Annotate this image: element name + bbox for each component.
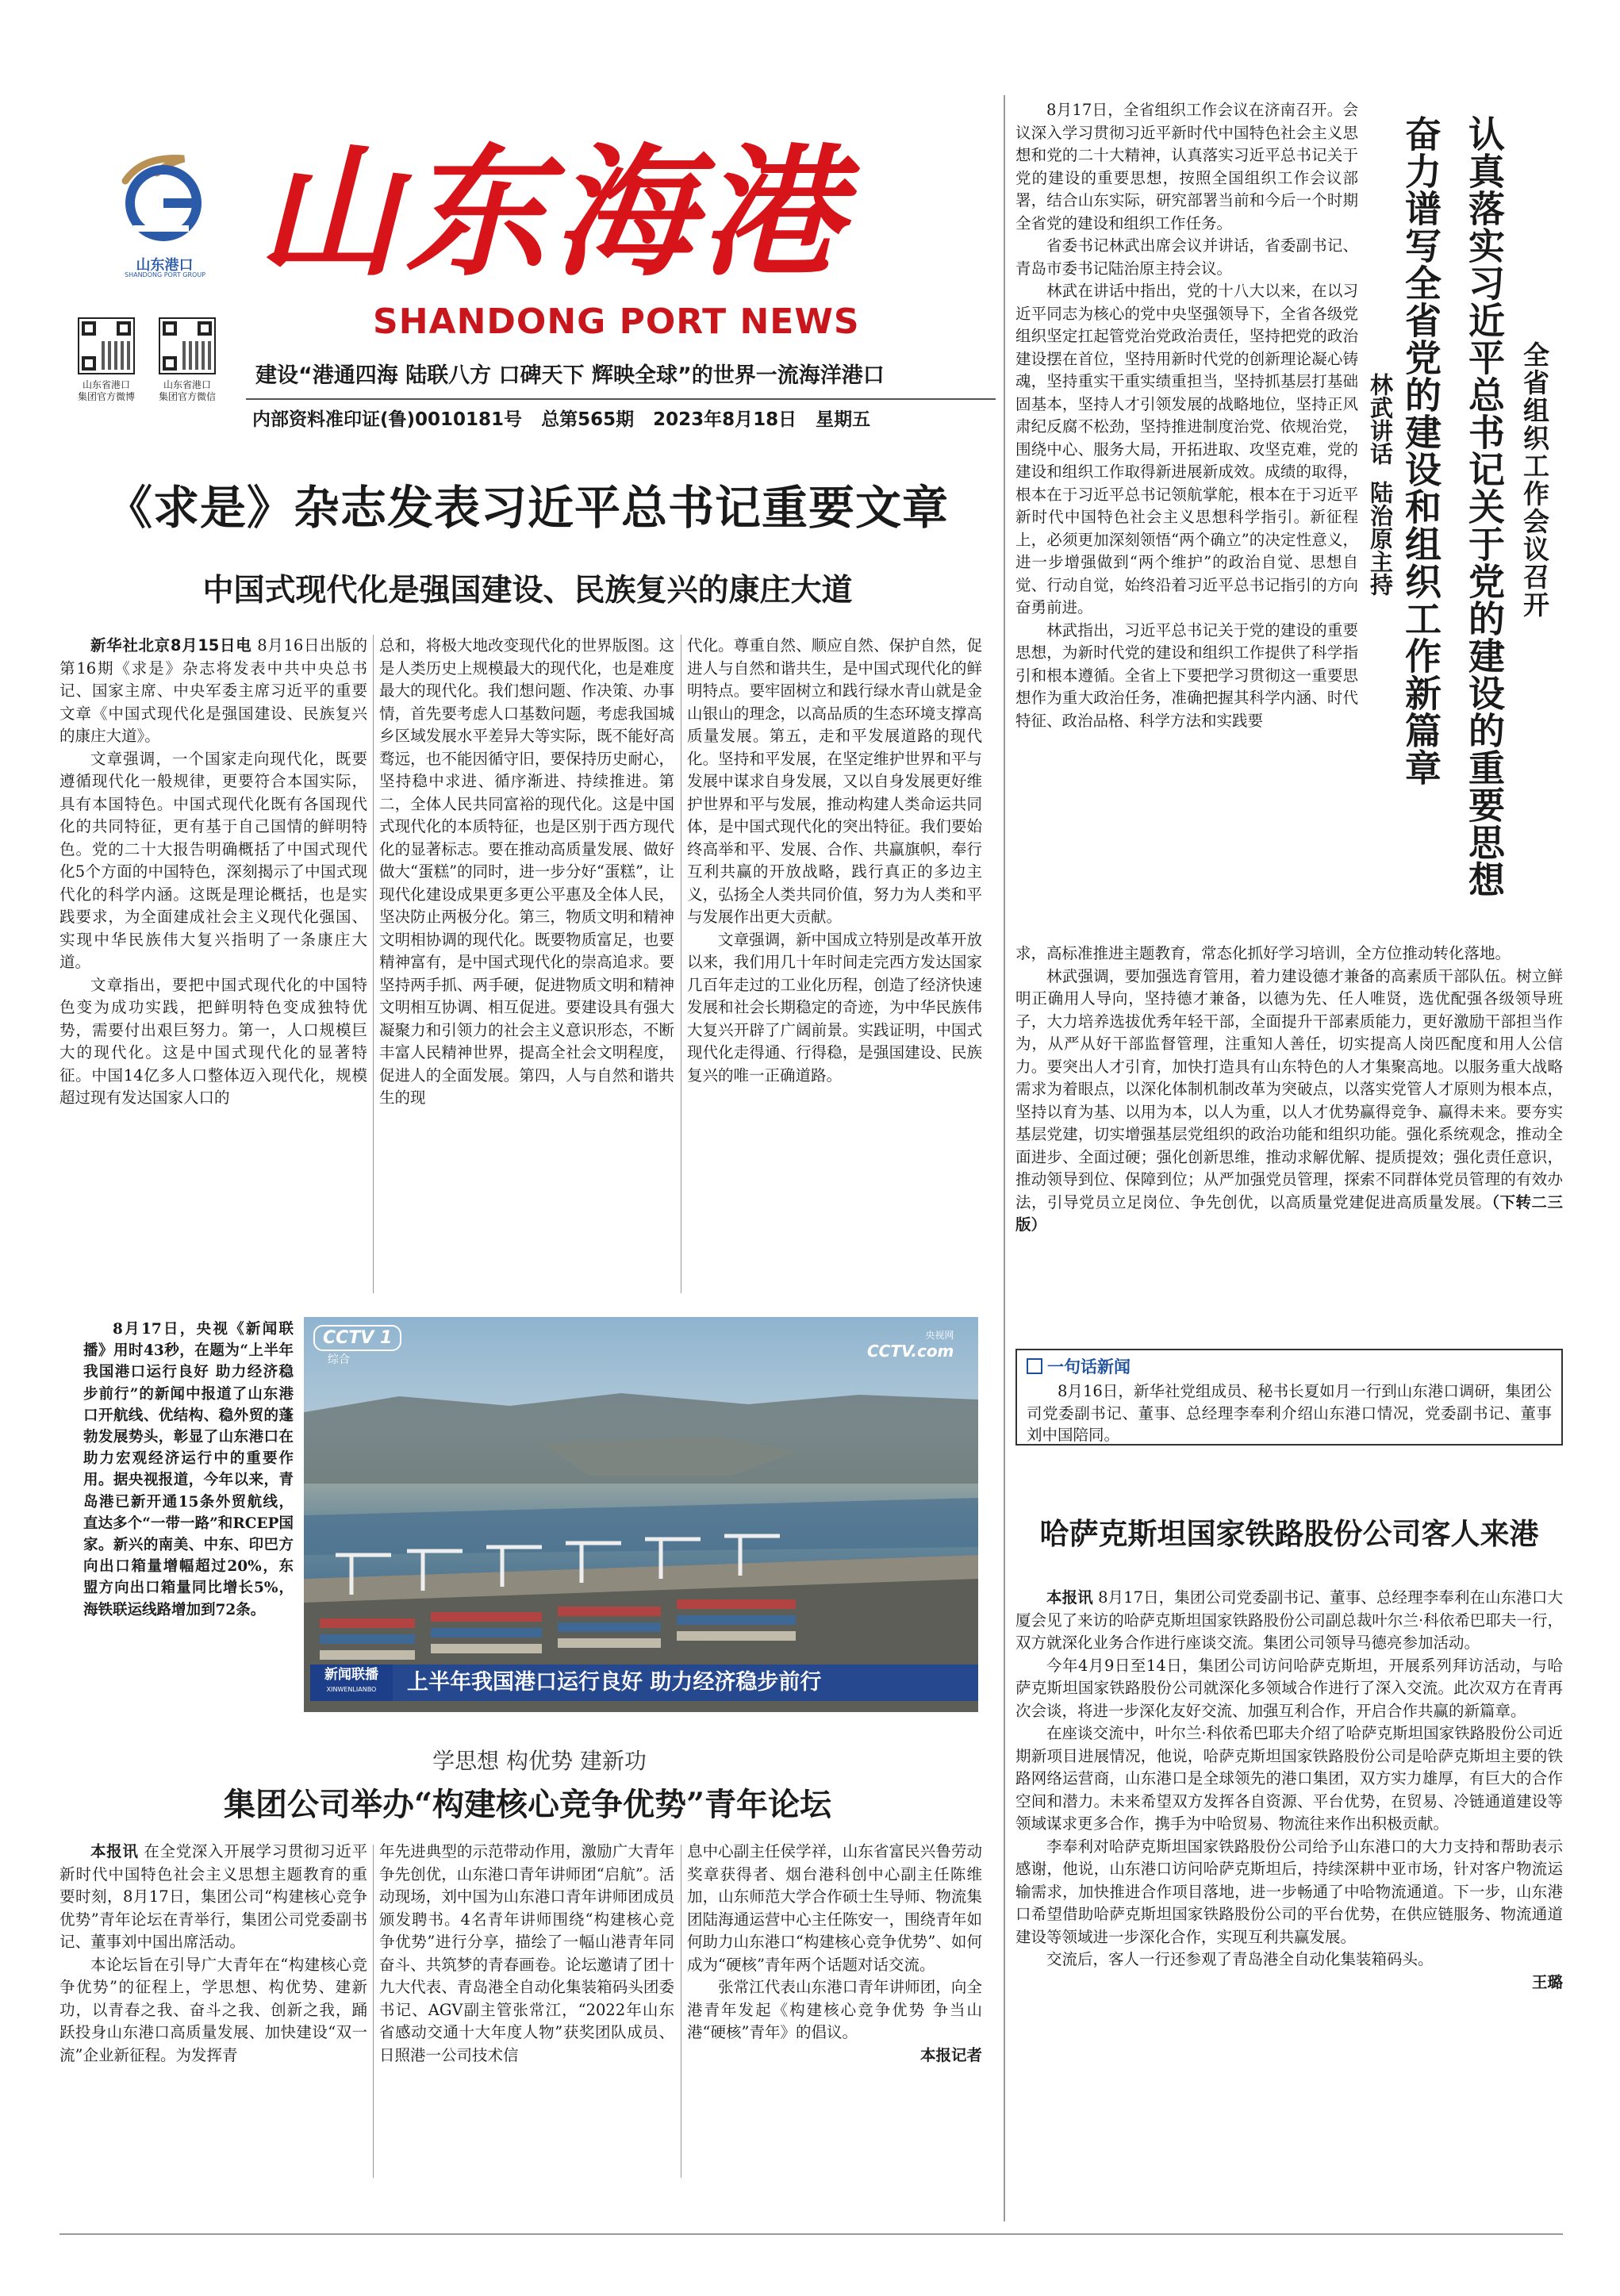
column-rule [373, 1845, 374, 2178]
checkbox-icon [1027, 1358, 1042, 1374]
forum-article-p1: 本报讯 在全党深入开展学习贯彻习近平新时代中国特色社会主义思想主题教育的重要时刻，8月17日，集团公司“构建核心竞争优势”青年论坛在青举行，集团公司党委副书记、董事刘中国出席活动。 [60, 1842, 367, 1951]
forum-article-col3 [687, 1841, 982, 2237]
org-article-p3: 林武在讲话中指出，党的十八大以来，在以习近平同志为核心的党中央坚强领导下，全省各级党组织坚定扛起管党治党政治责任，坚持把党的政治建设摆在首位，坚持用新时代党的创新理论凝心铸魂，坚持重实干重实绩重担当，坚持抓基层打基础固基本，坚持人才引领发展的战略地位，坚持正风肃纪反腐不松劲，坚持推进制度治党、依规治党，围绕中心、服务大局，开拓进取、攻坚克难，党的建设和组织工作取得新进展新成效。成绩的取得，根本在于习近平总书记领航掌舵，根本在于习近平新时代中国特色社会主义思想科学指引。新征程上，必须更加深刻领悟“两个确立”的决定性意义，进一步增强做到“两个维护”的政治自觉、思想自觉、行动自觉，始终沿着习近平总书记指引的方向奋勇前进。 [1015, 282, 1358, 616]
main-subheadline: 中国式现代化是强国建设、民族复兴的康庄大道 [202, 573, 853, 609]
org-article-p5: 求，高标准推进主题教育，常态化抓好学习培训，全方位推动转化落地。 [1015, 944, 1511, 962]
brief-title: 一句话新闻 [1027, 1355, 1131, 1379]
logo-caption-en: SHANDONG PORT GROUP [125, 271, 205, 278]
org-byline: 林武讲话 陆治原主持 [1367, 373, 1394, 597]
forum-article-p5: 张常江代表山东港口青年讲师团，向全港青年发起《构建核心竞争优势 争当山港“硬核”青年》的倡议。 [687, 1978, 982, 2041]
qr-caption-weibo: 山东省港口 集团官方微博 [77, 379, 135, 402]
cctv-com-logo: 央视网 CCTV.com [867, 1330, 954, 1361]
xinwenlianbo-logo: 新闻联播 XINWENLIANBO [310, 1664, 393, 1701]
main-article-p5: 代化。尊重自然、顺应自然、保护自然，促进人与自然和谐共生，是中国式现代化的鲜明特点。要牢固树立和践行绿水青山就是金山银山的理念，以高品质的生态环境支撑高质量发展。第五，走和平发展道路的现代化。坚持和平发展，在坚定维护世界和平与发展中谋求自身发展，又以自身发展更好维护世界和平与发展，推动构建人类命运共同体，是中国式现代化的突出特征。我们要始终高举和平、发展、合作、共赢旗帜，奉行互利共赢的开放战略，践行真正的多边主义，弘扬全人类共同价值，努力为人类和平与发展作出更大贡献。 [687, 636, 982, 926]
org-article-p6: 林武强调，要加强选育管用，着力建设德才兼备的高素质干部队伍。树立鲜明正确用人导向，坚持德才兼备，以德为先、任人唯贤，选优配强各级领导班子，大力培养选拔优秀年轻干部，全面提升干部素质能力，更好激励干部担当作为，从严从好干部监督管理，注重知人善任，切实提高人岗匹配度和用人公信力。要突出人才引育，加快打造具有山东特色的人才集聚高地。以服务重大战略需求为着眼点，以深化体制机制改革为突破点，以落实党管人才原则为根本点，坚持以育为基、以用为本，以人为重，以人才优势赢得竞争、赢得未来。要夯实基层党建，切实增强基层党组织的政治功能和组织功能。强化系统观念，推动全面进步、全面过硬；强化创新思维，推动求解优解、提质提效；强化责任意识，推动领导到位、保障到位；从严加强党员管理，探索不同群体党员管理的有效办法，引导党员立足岗位、争先创优，以高质量党建促进高质量发展。（下转二三版） [1015, 966, 1563, 1234]
org-kicker: 全省组织工作会议召开 [1519, 341, 1550, 619]
main-article-col3 [687, 635, 982, 1301]
org-article-p4: 林武指出，习近平总书记关于党的建设的重要思想，为新时代党的建设和组织工作提供了科学指引和根本遵循。全省上下要把学习贯彻这一重要思想作为重大政治任务，准确把握其科学内涵、时代特征、政治品格、科学方法和实践要 [1015, 620, 1358, 730]
forum-article-col1 [60, 1841, 367, 2237]
forum-article-col2 [379, 1841, 674, 2237]
kz-article-p5: 交流后，客人一行还参观了青岛港全自动化集装箱码头。 [1046, 1950, 1434, 1968]
kz-byline: 王璐 [1531, 1972, 1563, 1991]
page-section-rule [1004, 95, 1005, 2221]
qr-caption-wechat: 山东省港口 集团官方微信 [158, 379, 216, 402]
org-article-wide [1015, 943, 1563, 1331]
org-article-p1: 8月17日，全省组织工作会议在济南召开。会议深入学习贯彻习近平新时代中国特色社会主义思想和党的二十大精神，认真落实习近平总书记关于党的建设的重要思想，按照全国组织工作会议部署，结合山东实际，研究部署当前和今后一个时期全省党的建设和组织工作任务。 [1015, 101, 1358, 232]
kz-article-p3: 在座谈交流中，叶尔兰·科依希巴耶夫介绍了哈萨克斯坦国家铁路股份公司近期新项目进展情况，他说，哈萨克斯坦国家铁路股份公司是哈萨克斯坦主要的铁路网络运营商，山东港口是全球领先的港口集团，双方实力雄厚，有巨大的合作空间和潜力。未来希望双方发挥各自资源、平台优势，在贸易、冷链通道建设等领域谋求更多合作，携手为中哈贸易、物流往来作出积极贡献。 [1015, 1724, 1563, 1833]
org-headline-line1: 认真落实习近平总书记关于党的建设的重要思想 [1463, 115, 1506, 898]
shandong-port-logo-icon [111, 149, 214, 251]
main-article-p2: 文章强调，一个国家走向现代化，既要遵循现代化一般规律，更要符合本国实际，具有本国特色。中国式现代化既有各国现代化的共同特征，更有基于自己国情的鲜明特色。党的二十大报告明确概括了中国式现代化5个方面的中国特色，深刻揭示了中国式现代化的科学内涵。这既是理论概括，也是实践要求，为全面建成社会主义现代化强国、实现中华民族伟大复兴指明了一条康庄大道。 [60, 749, 367, 971]
kz-article [1015, 1587, 1563, 2213]
photo-caption: 上半年我国港口运行良好 助力经济稳步前行 [393, 1664, 978, 1701]
main-article-col2 [379, 635, 674, 1301]
main-article-col1 [60, 635, 367, 1301]
column-rule [373, 635, 374, 1293]
masthead [0, 0, 1031, 452]
brief-text: 8月16日，新华社党组成员、秘书长夏如月一行到山东港口调研，集团公司党委副书记、董事、总经理李奉利介绍山东港口情况，党委副书记、董事刘中国陪同。 [1027, 1382, 1552, 1444]
brief-news-box [1015, 1349, 1563, 1446]
forum-article-p4: 息中心副主任侯学祥，山东省富民兴鲁劳动奖章获得者、烟台港科创中心副主任陈维加，山东师范大学合作硕士生导师、物流集团陆海通运营中心主任陈安一，围绕青年如何助力山东港口“构建核心竞争优势”、如何成为“硬核”青年两个话题对话交流。 [687, 1842, 982, 1974]
masthead-title-en: SHANDONG PORT NEWS [373, 301, 860, 342]
kz-article-p1: 本报讯 8月17日，集团公司党委副书记、董事、总经理李奉利在山东港口大厦会见了来访的哈萨克斯坦国家铁路股份公司副总裁叶尔兰·科依希巴耶夫一行，双方就深化业务合作进行座谈交流。集团公司领导马德亮参加活动。 [1015, 1588, 1563, 1652]
main-article-p3: 文章指出，要把中国式现代化的中国特色变为成功实践，把鲜明特色变成独特优势，需要付出艰巨努力。第一，人口规模巨大的现代化。这是中国式现代化的显著特征。中国14亿多人口整体迈入现代化，规模超过现有发达国家人口的 [60, 975, 367, 1107]
forum-headline: 集团公司举办“构建核心竞争优势”青年论坛 [223, 1786, 831, 1823]
main-article-p6: 文章强调，新中国成立特别是改革开放以来，我们用几十年时间走完西方发达国家几百年走过的工业化历程，创造了经济快速发展和社会长期稳定的奇迹，为中华民族伟大复兴开辟了广阔前景。实践证明，中国式现代化走得通、行得稳，是强国建设、民族复兴的唯一正确道路。 [687, 930, 982, 1085]
forum-article-p3: 年先进典型的示范带动作用，激励广大青年争先创优，山东港口青年讲师团“启航”。活动现场，刘中国为山东港口青年讲师团成员颁发聘书。4名青年讲师围绕“构建核心竞争优势”进行分享，描绘了一幅山港青年同奋斗、共筑梦的青春画卷。论坛邀请了团十九大代表、青岛港全自动化集装箱码头团委书记、AGV副主管张常江，“2022年山东省感动交通十大年度人物”获奖团队成员、日照港一公司技术信 [379, 1842, 674, 2064]
masthead-title-cn: 山东海港 [258, 129, 848, 295]
logo-caption: 山东港口 [136, 257, 194, 274]
main-article-p4: 总和，将极大地改变现代化的世界版图。这是人类历史上规模最大的现代化，也是难度最大的现代化。我们想问题、作决策、办事情，首先要考虑人口基数问题，考虑我国城乡区域发展水平差异大等实际，既不能好高骛远，也不能因循守旧，要保持历史耐心，坚持稳中求进、循序渐进、持续推进。第二，全体人民共同富裕的现代化。这是中国式现代化的本质特征，也是区别于西方现代化的显著标志。要在推动高质量发展、做好做大“蛋糕”的同时，进一步分好“蛋糕”，让现代化建设成果更多更公平惠及全体人民，坚决防止两极分化。第三，物质文明和精神文明相协调的现代化。既要物质富足，也要精神富有，是中国式现代化的崇高追求。要坚持两手抓、两手硬，促进物质文明和精神文明相互协调、相互促进。要建设具有强大凝聚力和引领力的社会主义意识形态，不断丰富人民精神世界，提高全社会文明程度，促进人的全面发展。第四，人与自然和谐共生的现 [379, 636, 674, 1107]
forum-kicker: 学思想 构优势 建新功 [432, 1748, 647, 1774]
continued-marker: （下转二三版） [1015, 1192, 1563, 1234]
org-article-p2: 省委书记林武出席会议并讲话，省委副书记、青岛市委书记陆治原主持会议。 [1015, 236, 1358, 278]
kz-headline: 哈萨克斯坦国家铁路股份公司客人来港 [1039, 1516, 1539, 1551]
main-article-p1: 新华社北京8月15日电 8月16日出版的第16期《求是》杂志将发表中共中央总书记、国家主席、中央军委主席习近平的重要文章《中国式现代化是强国建设、民族复兴的康庄大道》。 [60, 636, 367, 745]
masthead-slogan: 建设“港通四海 陆联八方 口碑天下 辉映全球”的世界一流海洋港口 [255, 363, 885, 388]
port-aerial-graphic [304, 1317, 978, 1712]
wechat-qr-code [159, 317, 216, 374]
news-photo-port [304, 1317, 978, 1712]
kz-article-p4: 李奉利对哈萨克斯坦国家铁路股份公司给予山东港口的大力支持和帮助表示感谢，他说，山东港口访问哈萨克斯坦后，持续深耕中亚市场，针对客户物流运输需求，加快推进合作项目落地，进一步畅通了中哈物流通道。下一步，山东港口希望借助哈萨克斯坦国家铁路股份公司的平台优势，在供应链服务、物流通道建设等领域进一步深化合作，实现互利共赢发展。 [1015, 1837, 1563, 1946]
weibo-qr-code [78, 317, 135, 374]
masthead-info-line: 内部资料准印证(鲁)0010181号 总第565期 2023年8月18日 星期五 [252, 409, 871, 430]
org-headline-line2: 奋力谱写全省党的建设和组织工作新篇章 [1399, 115, 1442, 786]
forum-byline: 本报记者 [919, 2045, 982, 2064]
masthead-rule [246, 398, 996, 400]
main-headline: 《求是》杂志发表习近平总书记重要文章 [106, 481, 949, 535]
page-bottom-rule [60, 2233, 1563, 2235]
cctv1-logo: CCTV 1 综合 [313, 1325, 401, 1367]
org-article-narrow [1015, 99, 1358, 944]
photo-side-text: 8月17日，央视《新闻联播》用时43秒，在题为“上半年我国港口运行良好 助力经济稳步前行”的新闻中报道了山东港口开航线、优结构、稳外贸的蓬勃发展势头，彰显了山东港口在助力宏观经济运行中的重要作用。据央视报道，今年以来，青岛港已新开通15条外贸航线，直达多个“一带一路”和RCEP国家。新兴的南美、中东、印巴方向出口箱量增幅超过20%，东盟方向出口箱量同比增长5%，海铁联运线路增加到72条。 [83, 1321, 294, 1618]
forum-article-p2: 本论坛旨在引导广大青年在“构建核心竞争优势”的征程上，学思想、构优势、建新功，以青春之我、奋斗之我、创新之我，踊跃投身山东港口高质量发展、加快建设“双一流”企业新征程。为发挥青 [60, 1955, 367, 2064]
kz-article-p2: 今年4月9日至14日，集团公司访问哈萨克斯坦，开展系列拜访活动，与哈萨克斯坦国家铁路股份公司就深化多领域合作进行了深入交流。此次双方在青再次会谈，将进一步深化友好交流、加强互利合作，开启合作共赢的新篇章。 [1015, 1656, 1563, 1720]
